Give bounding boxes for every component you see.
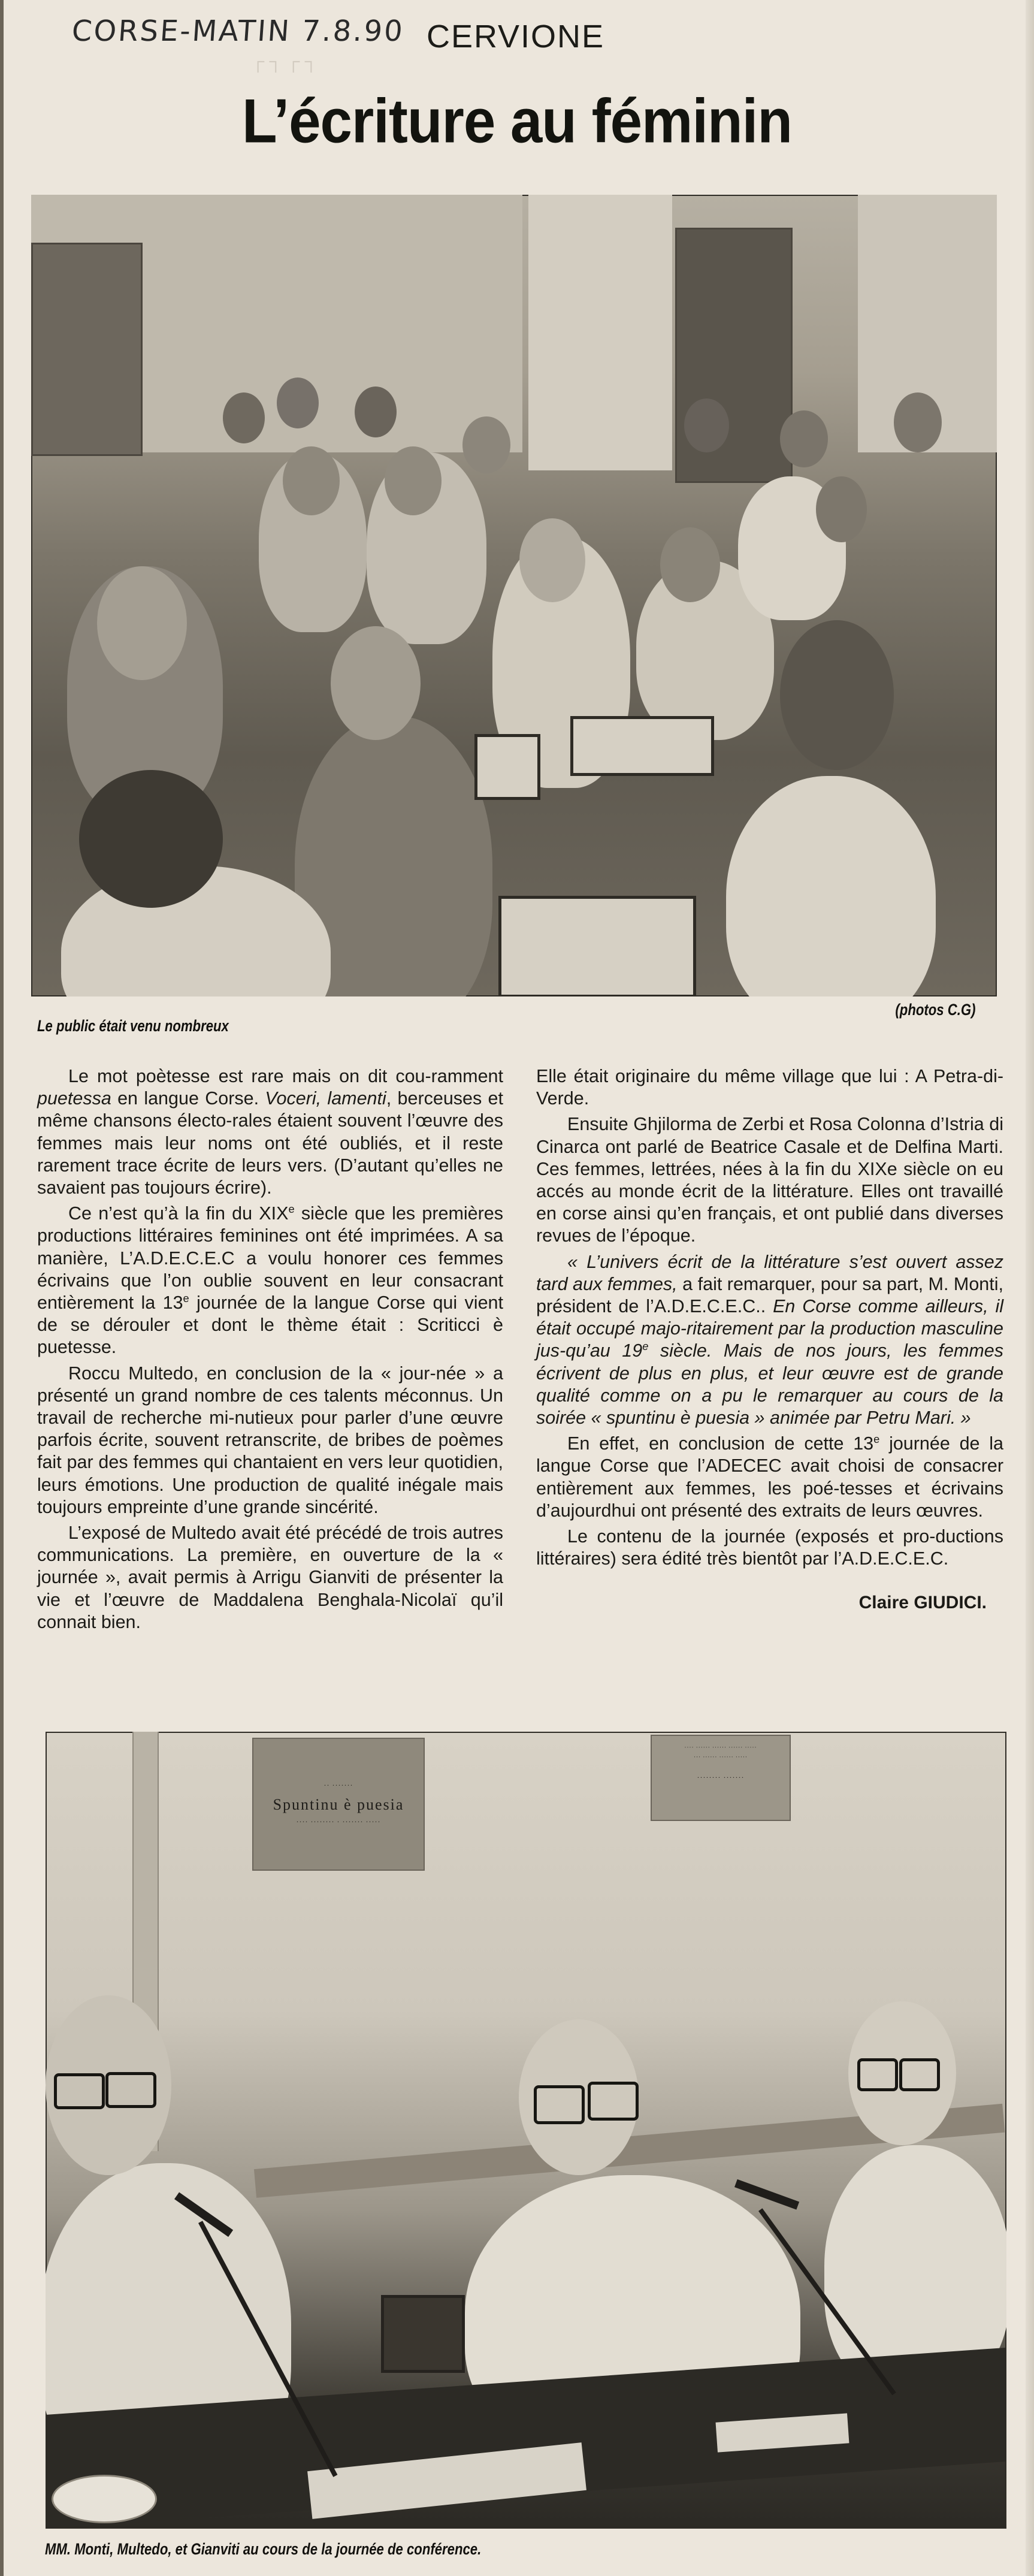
superscript: e (873, 1433, 880, 1446)
poster-small-text: ···· ········ · ······· ····· (296, 1817, 381, 1826)
superscript: e (288, 1203, 295, 1216)
glasses (588, 2082, 639, 2121)
article-paragraph (536, 1113, 1003, 1247)
article-paragraph (37, 1203, 503, 1358)
article-paragraph (536, 1433, 1003, 1522)
article-column-right (536, 1065, 1003, 1614)
text-run: puetessa (37, 1088, 111, 1109)
photo-wall-panel (528, 195, 672, 470)
text-run: Ce n’est qu’à la fin du XIX (68, 1203, 289, 1224)
headline: L’écriture au féminin (242, 86, 792, 156)
text-run: siècle que les premières productions littéraires feminines ont été imprimées. A sa manière, L’A.D.E.C.E.C a voulu honorer ces femmes écrivains que l’on oublie souvent en leur consacrant entièrement la 13 (37, 1203, 503, 1313)
audience-head (331, 626, 421, 740)
glasses (54, 2073, 105, 2109)
photo-door (31, 243, 143, 456)
scan-edge-left (0, 0, 4, 2576)
poster-small-text: ···· ······ ······ ······ ····· (684, 1744, 757, 1750)
speakers-photo (46, 1732, 1006, 2529)
photo-poster (252, 1738, 425, 1871)
audience-person (726, 776, 936, 996)
audience-head (97, 566, 187, 680)
glasses (857, 2058, 898, 2091)
text-run: Voceri, lamenti (265, 1088, 386, 1109)
audience-head (283, 446, 340, 515)
superscript: e (642, 1340, 649, 1353)
poster-small-text: ·· ······· (323, 1781, 353, 1789)
photo-chair (381, 2295, 465, 2373)
audience-head (780, 620, 894, 770)
audience-head (816, 476, 867, 542)
glasses (105, 2072, 156, 2108)
article-column-left (37, 1065, 503, 1637)
text-run: En effet, en conclusion de cette 13 (567, 1433, 874, 1454)
text-run: journée de la langue Corse qui vient de se dérouler et dont le thème était : Scriticci è puetesse. (37, 1292, 503, 1358)
text-run: « L’univers écrit de la littérature s’est ouvert assez tard aux femmes, (536, 1251, 1003, 1294)
glasses (899, 2058, 940, 2091)
audience-head (223, 392, 265, 443)
article-paragraph (37, 1065, 503, 1199)
audience-head (79, 770, 223, 908)
audience-head (385, 446, 442, 515)
text-run: Ensuite Ghjilorma de Zerbi et Rosa Colonna d’Istria di Cinarca ont parlé de Beatrice Casale et de Delfina Marti. Ces femmes, lettrées, nées à la fin du XIXe siècle on eu accés au monde écrit de la littérature. Elles ont travaillé en corse ainsi qu’en français, et ont publié dans diverses revues de l’époque. (536, 1114, 1003, 1246)
audience-head (684, 398, 729, 452)
audience-head (355, 386, 397, 437)
poster-title: Spuntinu è puesia (273, 1796, 404, 1813)
bleed-through-text: ┌ ┐ ┌ ┐ (252, 52, 318, 71)
author-signature: Claire GIUDICI. (858, 1593, 987, 1613)
handwritten-source-note: CORSE-MATIN 7.8.90 (71, 14, 406, 48)
text-run: L’exposé de Multedo avait été précédé de trois autres communications. La première, en ouverture de la « journée », avait permis à Arrigu Gianviti de présenter la vie et l’œuvre de Maddalena Benghala-Nicolaï qu’il connait bien. (37, 1523, 503, 1632)
photo-chair (570, 716, 714, 776)
ashtray (52, 2475, 157, 2523)
photo-chair (498, 896, 696, 996)
article-paragraph (536, 1065, 1003, 1110)
superscript: e (183, 1291, 189, 1304)
text-run: En Corse comme ailleurs, il était occupé majo-ritairement par la production masculine jus-qu’au 19 (536, 1296, 1004, 1361)
text-run: journée de la langue Corse que l’ADECEC avait choisi de consacrer entièrement aux femmes, les poé-tesses et écrivains d’aujourdhui ont présenté des extraits de leurs œuvres. (536, 1433, 1003, 1521)
text-run: en langue Corse. (111, 1088, 265, 1109)
photo-credit: (photos C.G) (894, 1001, 975, 1019)
text-run: Elle était originaire du même village que lui : A Petra-di-Verde. (536, 1066, 1003, 1109)
audience-head (894, 392, 942, 452)
article-paragraph (536, 1526, 1003, 1570)
poster-small-text: ········ ······· (697, 1773, 745, 1781)
text-run: Le mot poètesse est rare mais on dit cou-ramment (68, 1066, 503, 1086)
audience-head (462, 416, 510, 473)
audience-photo (31, 195, 997, 996)
scan-edge-right (1026, 0, 1034, 2576)
text-run: Roccu Multedo, en conclusion de la « jour-née » a présenté un grand nombre de ces talents méconnus. Un travail de recherche mi-nutieux pour parler d’une œuvre parfois écrite, souvent retranscrite, de bribes de poèmes fait par des femmes qui chantaient en vers leur quotidien, leurs émotions. Une production de qualité inégale mais toujours empreinte d’une grande sincérité. (37, 1363, 503, 1517)
photo-caption-top: Le public était venu nombreux (37, 1017, 229, 1035)
section-label: CERVIONE (427, 19, 605, 55)
text-run: , berceuses et même chansons électo-rales étaient souvent l’œuvre des femmes mais leur noms ont été oubliés, et il reste rarement trace écrite de leurs vers. (D’autant qu’elles ne savaient pas toujours écrire). (37, 1088, 503, 1198)
text-run: a fait remarquer, pour sa part, M. Monti, président de l’A.D.E.C.E.C.. (536, 1273, 1003, 1317)
text-run: Le contenu de la journée (exposés et pro-ductions littéraires) sera édité très bientôt par l’A.D.E.C.E.C. (536, 1526, 1003, 1569)
article-paragraph (536, 1251, 1003, 1430)
audience-head (519, 518, 585, 602)
article-paragraph (37, 1363, 503, 1518)
poster-small-text: ··· ······ ······ ····· (694, 1754, 748, 1760)
microphone (734, 2179, 799, 2210)
glasses (534, 2085, 585, 2124)
article-paragraph (37, 1522, 503, 1633)
audience-head (277, 378, 319, 428)
photo-poster-right (651, 1735, 791, 1821)
text-run: siècle. Mais de nos jours, les femmes écrivent de plus en plus, et leur œuvre est de grande qualité comme on a pu le remarquer au cours de la soirée « spuntinu è puesia » animée par Petru Mari. » (536, 1340, 1003, 1429)
photo-chair (474, 734, 540, 800)
photo-caption-bottom: MM. Monti, Multedo, et Gianviti au cours de la journée de conférence. (45, 2540, 482, 2558)
audience-head (780, 410, 828, 467)
audience-head (660, 527, 720, 602)
